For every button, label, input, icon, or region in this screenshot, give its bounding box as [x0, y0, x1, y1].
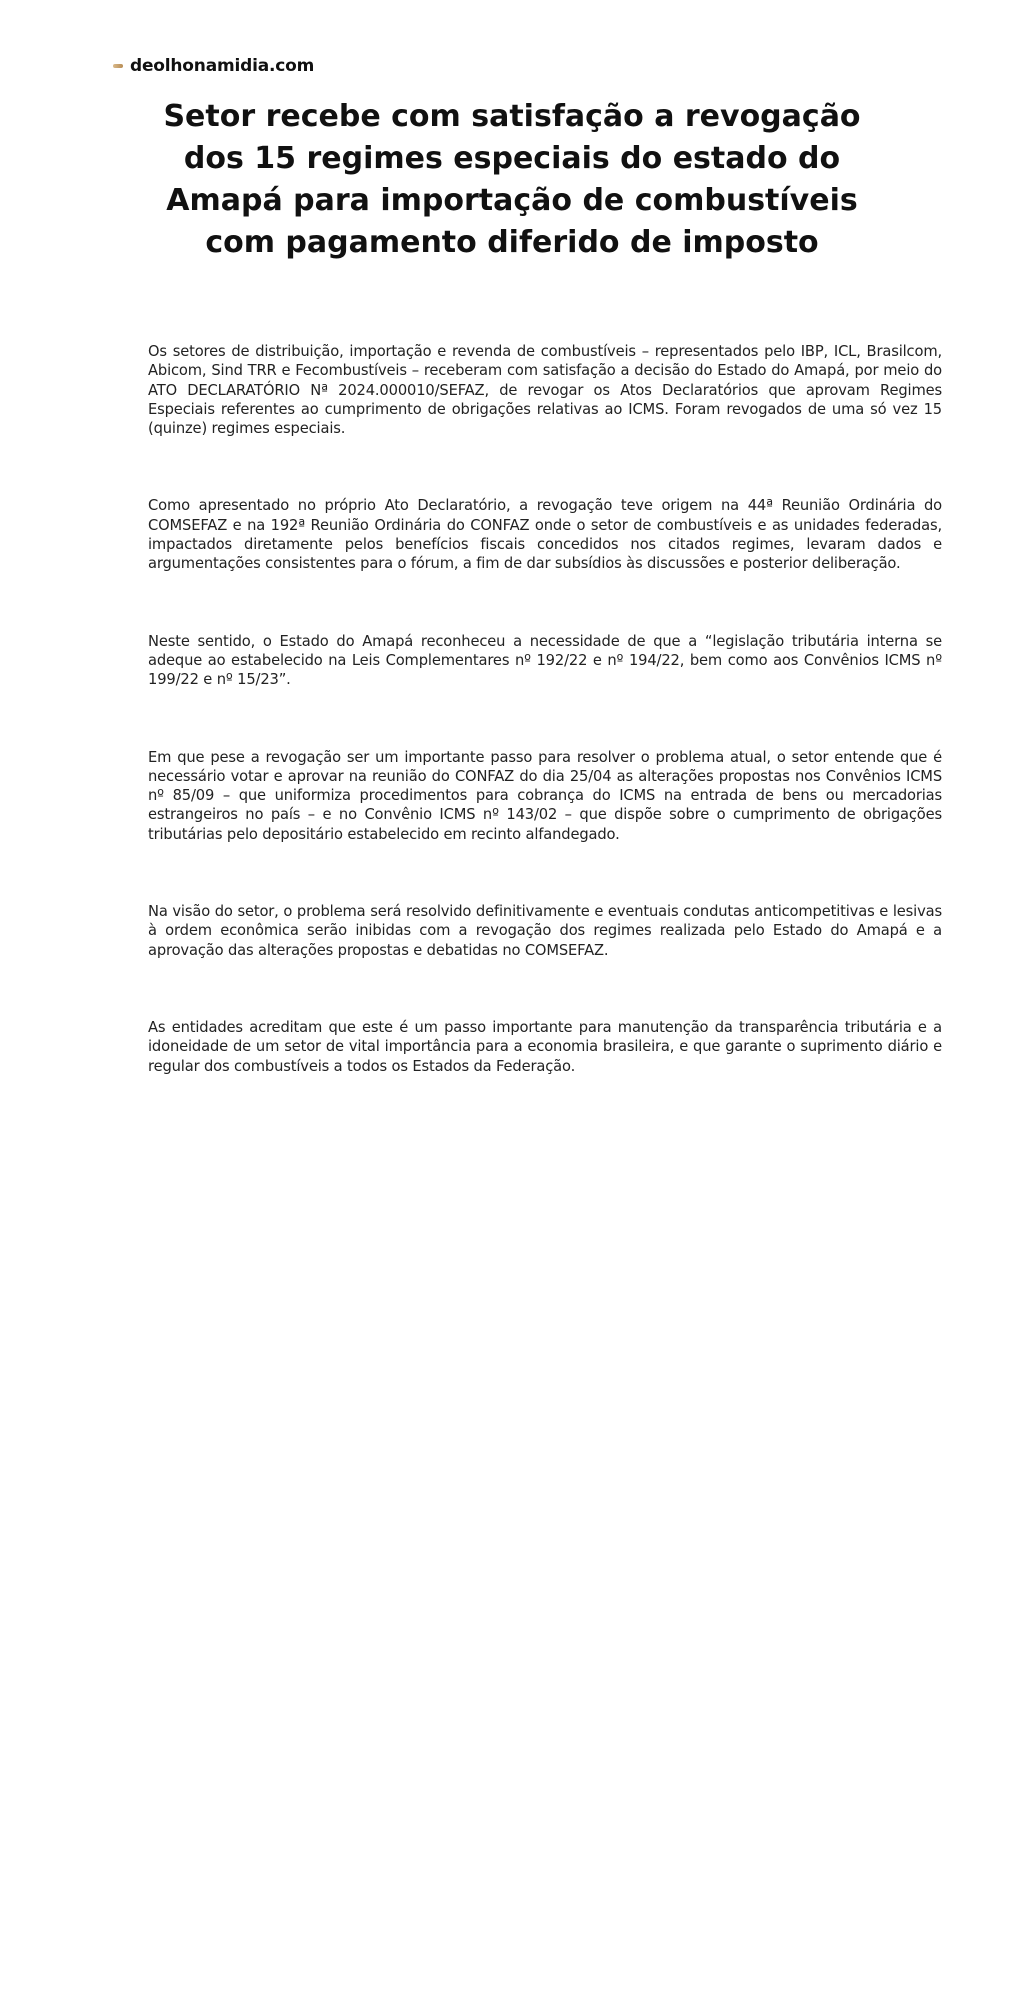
article-paragraph: Como apresentado no próprio Ato Declaratório, a revogação teve origem na 44ª Reunião Ordinária do COMSEFAZ e na 192ª Reunião Ordinária do CONFAZ onde o setor de combustíveis e as unidades federadas, impactados diretamente pelos benefícios fiscais concedidos nos citados regimes, levaram dados e argumentações consistentes para o fórum, a fim de dar subsídios às discussões e posterior deliberação. — [148, 497, 942, 573]
article-paragraph: Na visão do setor, o problema será resolvido definitivamente e eventuais condutas anticompetitivas e lesivas à ordem econômica serão inibidas com a revogação dos regimes realizada pelo Estado do Amapá e a aprovação das alterações propostas e debatidas no COMSEFAZ. — [148, 903, 942, 959]
site-header — [113, 52, 314, 80]
article-body — [148, 342, 942, 1134]
site-name-link[interactable]: deolhonamidia.com — [130, 56, 315, 76]
article-title: Setor recebe com satisfação a revogação dos 15 regimes especiais do estado do Amapá para importação de combustíveis com pagamento diferido de imposto — [163, 99, 861, 260]
article-paragraph: Em que pese a revogação ser um importante passo para resolver o problema atual, o setor entende que é necessário votar e aprovar na reunião do CONFAZ do dia 25/04 as alterações propostas nos Convênios ICMS nº 85/09 – que uniformiza procedimentos para cobrança do ICMS na entrada de bens ou mercadorias estrangeiros no país – e no Convênio ICMS nº 143/02 – que dispõe sobre o cumprimento de obrigações tributárias pelo depositário estabelecido em recinto alfandegado. — [148, 748, 942, 843]
article-paragraph: Neste sentido, o Estado do Amapá reconheceu a necessidade de que a “legislação tributária interna se adeque ao estabelecido na Leis Complementares nº 192/22 e nº 194/22, bem como aos Convênios ICMS nº 199/22 e nº 15/23”. — [148, 632, 942, 689]
logo-mark-icon — [113, 64, 123, 68]
article-paragraph: Os setores de distribuição, importação e revenda de combustíveis – representados pelo IBP, ICL, Brasilcom, Abicom, Sind TRR e Fecombustíveis – receberam com satisfação a decisão do Estado do Amapá, por meio do ATO DECLARATÓRIO Nª 2024.000010/SEFAZ, de revogar os Atos Declaratórios que aprovam Regimes Especiais referentes ao cumprimento de obrigações relativas ao ICMS. Foram revogados de uma só vez 15 (quinze) regimes especiais. — [148, 343, 942, 438]
article-paragraph: As entidades acreditam que este é um passo importante para manutenção da transparência tributária e a idoneidade de um setor de vital importância para a economia brasileira, e que garante o suprimento diário e regular dos combustíveis a todos os Estados da Federação. — [148, 1018, 942, 1075]
